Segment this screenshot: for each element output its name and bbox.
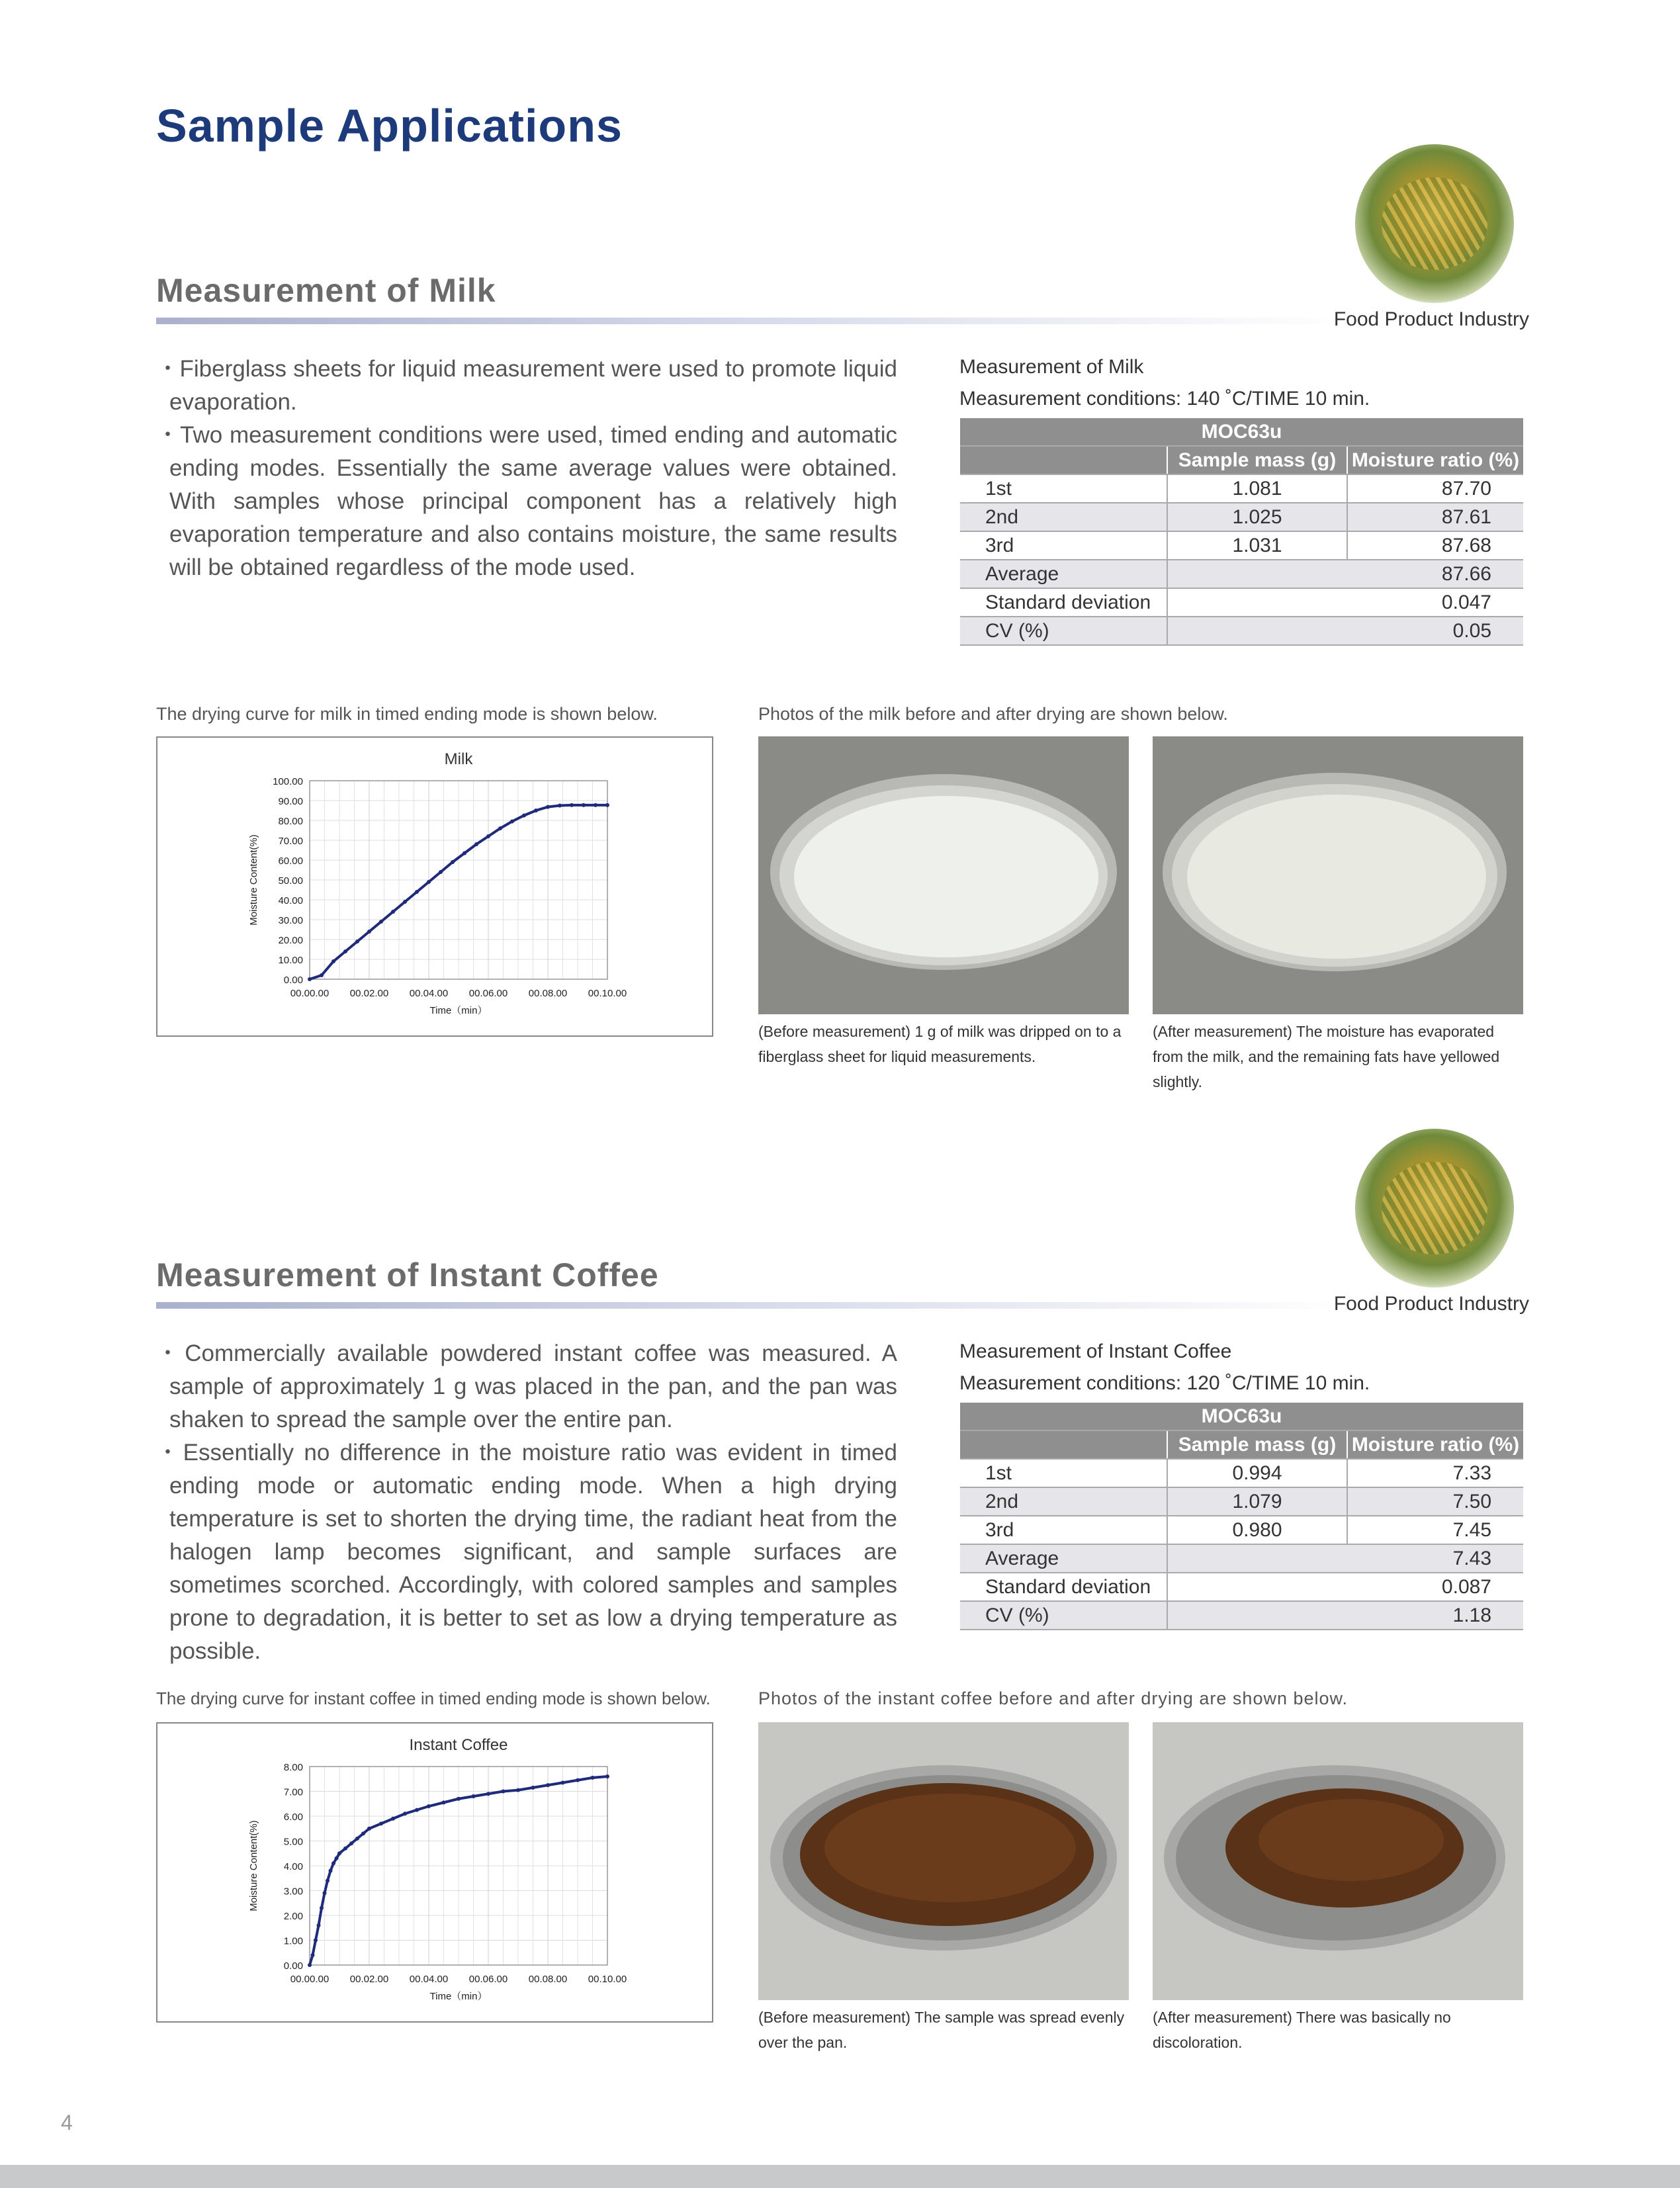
coffee-before-caption: (Before measurement) The sample was spread evenly over the pan. — [758, 2009, 1125, 2051]
data-point — [326, 1879, 330, 1883]
milk-before-caption: (Before measurement) 1 g of milk was dripped on to a fiberglass sheet for liquid measurements. — [758, 1023, 1122, 1065]
data-point — [561, 1780, 565, 1784]
y-tick-label: 30.00 — [278, 915, 303, 926]
data-point — [427, 880, 431, 884]
y-tick-label: 100.00 — [273, 776, 303, 787]
chart-title: Milk — [444, 750, 473, 768]
y-tick-label: 40.00 — [278, 895, 303, 906]
x-tick-label: 00.00.00 — [290, 1974, 330, 1985]
coffee-before-photo — [758, 1722, 1129, 2000]
y-tick-label: 0.00 — [283, 975, 303, 986]
page-title: Sample Applications — [156, 100, 623, 152]
data-point — [367, 930, 371, 934]
coffee-chart-svg — [157, 1724, 712, 2021]
data-point — [486, 1792, 490, 1796]
blank-header — [960, 446, 1167, 474]
x-tick-label: 00.00.00 — [290, 988, 330, 999]
data-point — [391, 910, 395, 914]
table-row: 3rd 1.031 87.68 — [960, 531, 1523, 560]
data-point — [570, 803, 574, 807]
data-point — [516, 1788, 520, 1792]
data-point — [308, 1963, 312, 1967]
data-point — [498, 826, 502, 830]
data-point — [594, 803, 597, 807]
y-tick-label: 1.00 — [283, 1935, 303, 1947]
y-tick-label: 2.00 — [283, 1911, 303, 1922]
milk-table-header — [959, 351, 1370, 415]
milk-results-table — [960, 418, 1523, 646]
y-tick-label: 50.00 — [278, 875, 303, 887]
data-point — [323, 1891, 327, 1895]
chart-title: Instant Coffee — [409, 1736, 508, 1754]
y-tick-label: 5.00 — [283, 1836, 303, 1848]
x-axis-label: Time（min） — [429, 1005, 488, 1016]
y-tick-label: 4.00 — [283, 1861, 303, 1872]
y-tick-label: 10.00 — [278, 955, 303, 966]
data-point — [463, 852, 466, 855]
data-point — [427, 1804, 431, 1808]
data-point — [379, 920, 383, 924]
x-axis-label: Time（min） — [429, 1991, 488, 2002]
coffee-after-caption: (After measurement) There was basically no discoloration. — [1153, 2009, 1451, 2051]
table-heading: Measurement of Instant Coffee — [959, 1340, 1232, 1362]
data-point — [332, 1861, 335, 1865]
data-point — [531, 1786, 535, 1790]
data-point — [329, 1869, 333, 1873]
data-point — [391, 1817, 395, 1821]
col-mass-header: Sample mass (g) — [1167, 1430, 1347, 1459]
table-model-header: MOC63u — [960, 1403, 1523, 1430]
x-tick-label: 00.06.00 — [468, 988, 508, 999]
data-point — [355, 940, 359, 943]
data-point — [582, 803, 586, 807]
x-tick-label: 00.10.00 — [588, 988, 627, 999]
section-title-milk: Measurement of Milk — [156, 272, 496, 309]
coffee-after-photo — [1153, 1722, 1523, 2000]
data-point — [472, 1794, 476, 1798]
blank-header — [960, 1430, 1167, 1459]
industry-label: Food Product Industry — [1333, 308, 1529, 330]
data-point — [546, 1783, 550, 1787]
data-point — [502, 1790, 506, 1794]
y-tick-label: 60.00 — [278, 855, 303, 867]
col-moisture-header: Moisture ratio (%) — [1347, 1430, 1523, 1459]
y-tick-label: 90.00 — [278, 796, 303, 807]
data-point — [522, 814, 526, 818]
x-tick-label: 00.04.00 — [409, 988, 449, 999]
data-point — [320, 1906, 324, 1910]
y-tick-label: 6.00 — [283, 1812, 303, 1823]
data-point — [314, 1939, 318, 1943]
data-point — [510, 820, 514, 824]
milk-drying-chart — [156, 736, 713, 1037]
x-tick-label: 00.06.00 — [468, 1974, 508, 1985]
table-row-sd: Standard deviation 0.087 — [960, 1573, 1523, 1601]
data-point — [439, 870, 443, 874]
data-point — [379, 1821, 383, 1825]
table-row-average: Average 7.43 — [960, 1544, 1523, 1573]
rice-plant-photo — [1355, 1129, 1514, 1288]
y-tick-label: 8.00 — [283, 1762, 303, 1773]
data-point — [332, 959, 335, 963]
data-point — [576, 1778, 580, 1782]
table-heading: Measurement of Milk — [959, 356, 1144, 378]
coffee-table-header — [959, 1336, 1370, 1399]
y-tick-label: 7.00 — [283, 1786, 303, 1798]
y-tick-label: 20.00 — [278, 935, 303, 946]
footer-bar — [0, 2165, 1680, 2188]
section-divider — [156, 318, 1347, 324]
section-divider — [156, 1302, 1347, 1309]
table-row: 1st 1.081 87.70 — [960, 474, 1523, 503]
milk-after-caption: (After measurement) The moisture has evaporated from the milk, and the remaining fats have yellowed slightly. — [1153, 1023, 1500, 1090]
x-tick-label: 00.02.00 — [349, 988, 389, 999]
data-point — [317, 1923, 321, 1927]
table-row-average: Average 87.66 — [960, 560, 1523, 588]
paragraph: ・Two measurement conditions were used, timed ending and automatic ending modes. Essentially the same average values were obtained. With samples whose principal component has a relatively high evaporation temperature and also contains moisture, the same results will be obtained regardless of the mode used. — [156, 422, 897, 580]
data-point — [442, 1800, 446, 1804]
data-point — [343, 949, 347, 953]
col-mass-header: Sample mass (g) — [1167, 446, 1347, 474]
table-conditions: Measurement conditions: 120 ˚C/TIME 10 min. — [959, 1372, 1370, 1394]
paragraph: ・Commercially available powdered instant coffee was measured. A sample of approximately 1 g was placed in the pan, and the pan was shaken to spread the sample over the entire pan. — [156, 1340, 897, 1432]
data-point — [337, 1851, 341, 1855]
data-point — [605, 803, 609, 807]
rice-plant-photo — [1355, 144, 1514, 303]
data-point — [311, 1953, 315, 1957]
industry-label: Food Product Industry — [1333, 1293, 1529, 1315]
table-row-cv: CV (%) 0.05 — [960, 617, 1523, 645]
coffee-photos-caption: Photos of the instant coffee before and after drying are shown below. — [758, 1688, 1348, 1708]
x-tick-label: 00.02.00 — [349, 1974, 389, 1985]
data-point — [343, 1847, 347, 1851]
y-tick-label: 0.00 — [283, 1960, 303, 1972]
milk-curve-caption: The drying curve for milk in timed ending mode is shown below. — [156, 704, 658, 724]
x-tick-label: 00.10.00 — [588, 1974, 627, 1985]
y-tick-label: 80.00 — [278, 816, 303, 827]
coffee-description — [156, 1337, 897, 1668]
data-point — [457, 1797, 461, 1801]
y-axis-label: Moisture Content(%) — [248, 834, 259, 926]
data-point — [486, 834, 490, 838]
data-point — [335, 1857, 339, 1860]
data-point — [308, 977, 312, 981]
milk-photos-caption: Photos of the milk before and after drying are shown below. — [758, 704, 1228, 724]
table-row: 3rd 0.980 7.45 — [960, 1516, 1523, 1544]
table-row-cv: CV (%) 1.18 — [960, 1601, 1523, 1630]
milk-description — [156, 353, 897, 584]
col-moisture-header: Moisture ratio (%) — [1347, 446, 1523, 474]
milk-before-photo — [758, 736, 1129, 1014]
table-row: 1st 0.994 7.33 — [960, 1459, 1523, 1487]
data-point — [474, 842, 478, 846]
data-point — [534, 809, 538, 812]
paragraph: ・Essentially no difference in the moisture ratio was evident in timed ending mode or automatic ending mode. When a high drying temperature is set to shorten the drying time, the radiant heat from the halogen lamp becomes significant, and sample surfaces are sometimes scorched. Accordingly, with colored samples and samples prone to degradation, it is better to set as low a drying temperature as possible. — [156, 1440, 897, 1664]
x-tick-label: 00.08.00 — [528, 1974, 568, 1985]
data-point — [591, 1776, 595, 1780]
coffee-curve-caption: The drying curve for instant coffee in timed ending mode is shown below. — [156, 1688, 711, 1708]
data-point — [320, 973, 324, 977]
data-point — [451, 860, 455, 864]
section-title-coffee: Measurement of Instant Coffee — [156, 1256, 659, 1293]
table-row-sd: Standard deviation 0.047 — [960, 588, 1523, 617]
data-point — [361, 1831, 365, 1835]
milk-chart-svg — [157, 738, 712, 1035]
y-tick-label: 70.00 — [278, 836, 303, 847]
table-conditions: Measurement conditions: 140 ˚C/TIME 10 min. — [959, 388, 1370, 410]
coffee-results-table — [960, 1403, 1523, 1630]
data-point — [415, 1808, 419, 1812]
table-row: 2nd 1.025 87.61 — [960, 503, 1523, 531]
y-axis-label: Moisture Content(%) — [248, 1820, 259, 1911]
data-point — [403, 900, 407, 904]
data-point — [367, 1827, 371, 1831]
x-tick-label: 00.04.00 — [409, 1974, 449, 1985]
data-point — [403, 1812, 407, 1816]
table-row: 2nd 1.079 7.50 — [960, 1487, 1523, 1516]
data-point — [558, 804, 562, 808]
data-point — [605, 1774, 609, 1778]
y-tick-label: 3.00 — [283, 1886, 303, 1898]
page-number: 4 — [61, 2111, 73, 2134]
table-model-header: MOC63u — [960, 418, 1523, 446]
paragraph: ・Fiberglass sheets for liquid measurement were used to promote liquid evaporation. — [156, 356, 897, 415]
coffee-drying-chart — [156, 1722, 713, 2023]
x-tick-label: 00.08.00 — [528, 988, 568, 999]
milk-after-photo — [1153, 736, 1523, 1014]
data-point — [415, 890, 419, 894]
data-point — [349, 1841, 353, 1845]
data-point — [546, 805, 550, 809]
data-point — [355, 1837, 359, 1841]
